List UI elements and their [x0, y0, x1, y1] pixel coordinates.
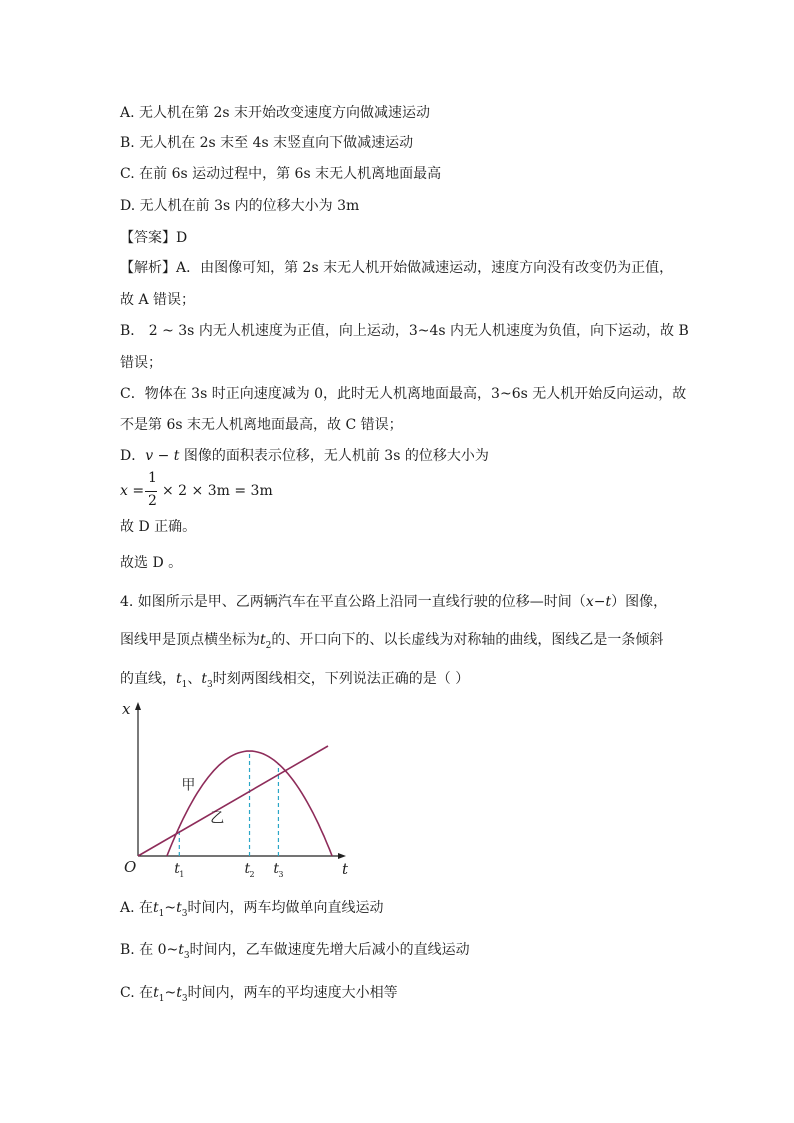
analysis-b-line1: B． 2 ~ 3s 内无人机速度为正值，向上运动，3~4s 内无人机速度为负值，向下运动，故 B [120, 323, 689, 339]
answer-line [120, 228, 187, 248]
q4c-prefix: C. 在 [120, 985, 154, 1001]
q4-stem-line3 [120, 669, 469, 695]
t2-symbol: t [260, 632, 266, 648]
x-axis-arrow [338, 853, 346, 859]
q4-stem-line2 [120, 630, 663, 656]
y-axis-label: x [122, 700, 131, 718]
q4-line3-prefix: 的直线， [120, 671, 176, 687]
option-q3-b: B. 无人机在 2s 末至 4s 末竖直向下做减速运动 [120, 135, 414, 151]
q4-line1-suffix: ）图像， [611, 594, 668, 610]
q4b-prefix: B. 在 0~ [120, 942, 179, 958]
q4-line3-sep: 、 [187, 671, 202, 687]
tick-sub-3: 3 [278, 870, 284, 879]
option-q4-a [120, 898, 384, 924]
graph-axes [135, 702, 346, 859]
t1-sub: 1 [181, 679, 188, 690]
xt-symbol: x−t [585, 594, 612, 610]
graph-labels [122, 700, 349, 879]
analysis-c-line2: 不是第 6s 末无人机离地面最高，故 C 错误； [120, 417, 403, 433]
q4a-t3-sub: 3 [181, 908, 188, 919]
label-jia: 甲 [181, 777, 196, 794]
analysis-label: 【解析】 [120, 260, 176, 276]
q4a-t1-sub: 1 [158, 908, 165, 919]
q4-line1-prefix: 4. 如图所示是甲、乙两辆汽车在平直公路上沿同一直线行驶的位移—时间（ [120, 594, 586, 610]
formula-rhs: × 2 × 3m = 3m [162, 483, 273, 499]
q4c-t1: t [153, 985, 159, 1001]
q4a-t3: t [176, 900, 182, 916]
analysis-d-prefix: D． [120, 448, 146, 464]
q4b-t3: t [178, 942, 184, 958]
formula-numerator: 1 [148, 470, 157, 486]
answer-value: D [176, 230, 188, 246]
q4c-suffix: 时间内，两车的平均速度大小相等 [187, 985, 398, 1001]
q4b-suffix: 时间内，乙车做速度先增大后减小的直线运动 [189, 942, 470, 958]
option-q3-a: A. 无人机在第 2s 末开始改变速度方向做减速运动 [120, 105, 431, 121]
analysis-a-line2: 故 A 错误； [120, 292, 196, 308]
x-axis-label: t [342, 860, 349, 878]
analysis-c-line1: C．物体在 3s 时正向速度减为 0，此时无人机离地面最高，3~6s 无人机开始反向运动，故 [120, 386, 687, 402]
q4a-suffix: 时间内，两车均做单向直线运动 [187, 900, 384, 916]
q4-line2-prefix: 图线甲是顶点横坐标为 [120, 632, 260, 648]
q4c-t3: t [176, 985, 182, 1001]
q4a-prefix: A. 在 [120, 900, 154, 916]
t1-symbol: t [176, 671, 182, 687]
formula-denominator: 2 [148, 493, 157, 509]
analysis-a-line1 [120, 258, 673, 278]
q4-line2-suffix: 的、开口向下的、以长虚线为对称轴的曲线，图线乙是一条倾斜 [271, 632, 664, 648]
vt-symbol: v − t [145, 448, 180, 464]
option-q3-c: C. 在前 6s 运动过程中，第 6s 末无人机离地面最高 [120, 166, 442, 182]
label-yi: 乙 [210, 810, 225, 827]
t3-sub: 3 [207, 679, 213, 690]
xt-graph [112, 700, 352, 880]
analysis-d-suffix: 图像的面积表示位移，无人机前 3s 的位移大小为 [179, 448, 489, 464]
analysis-b-line2: 错误； [120, 355, 162, 371]
tick-label-t3: t [273, 861, 280, 877]
q4c-tilde: ~ [164, 985, 177, 1001]
q4a-t1: t [153, 900, 159, 916]
q4c-t1-sub: 1 [158, 993, 165, 1004]
tick-label-t2: t [244, 861, 251, 877]
q4-line3-suffix: 时刻两图线相交，下列说法正确的是（ ） [212, 671, 470, 687]
t3-symbol: t [201, 671, 208, 687]
option-q4-c [120, 983, 398, 1009]
tick-sub-2: 2 [249, 870, 255, 879]
analysis-d-conclusion: 故 D 正确。 [120, 519, 197, 535]
line-yi [138, 746, 328, 856]
y-axis-arrow [135, 702, 141, 710]
tick-sub-1: 1 [179, 870, 185, 879]
option-q3-d: D. 无人机在前 3s 内的位移大小为 3m [120, 198, 360, 214]
graph-series [138, 746, 332, 856]
q4c-t3-sub: 3 [181, 993, 188, 1004]
fraction-bar [145, 491, 157, 492]
final-choice: 故选 D 。 [120, 555, 183, 571]
q4b-t3-sub: 3 [183, 950, 190, 961]
tick-label-t1: t [174, 861, 180, 877]
origin-label: O [124, 858, 137, 876]
analysis-d-line1 [120, 446, 489, 466]
q4a-tilde: ~ [164, 900, 177, 916]
displacement-formula [118, 470, 318, 514]
t2-sub: 2 [265, 640, 272, 651]
q4-stem-line1 [120, 592, 667, 612]
analysis-a-text1: A．由图像可知，第 2s 末无人机开始做减速运动，速度方向没有改变仍为正值， [176, 260, 674, 276]
answer-label: 【答案】 [120, 230, 176, 246]
formula-lhs: x = [120, 483, 145, 499]
option-q4-b [120, 940, 470, 966]
